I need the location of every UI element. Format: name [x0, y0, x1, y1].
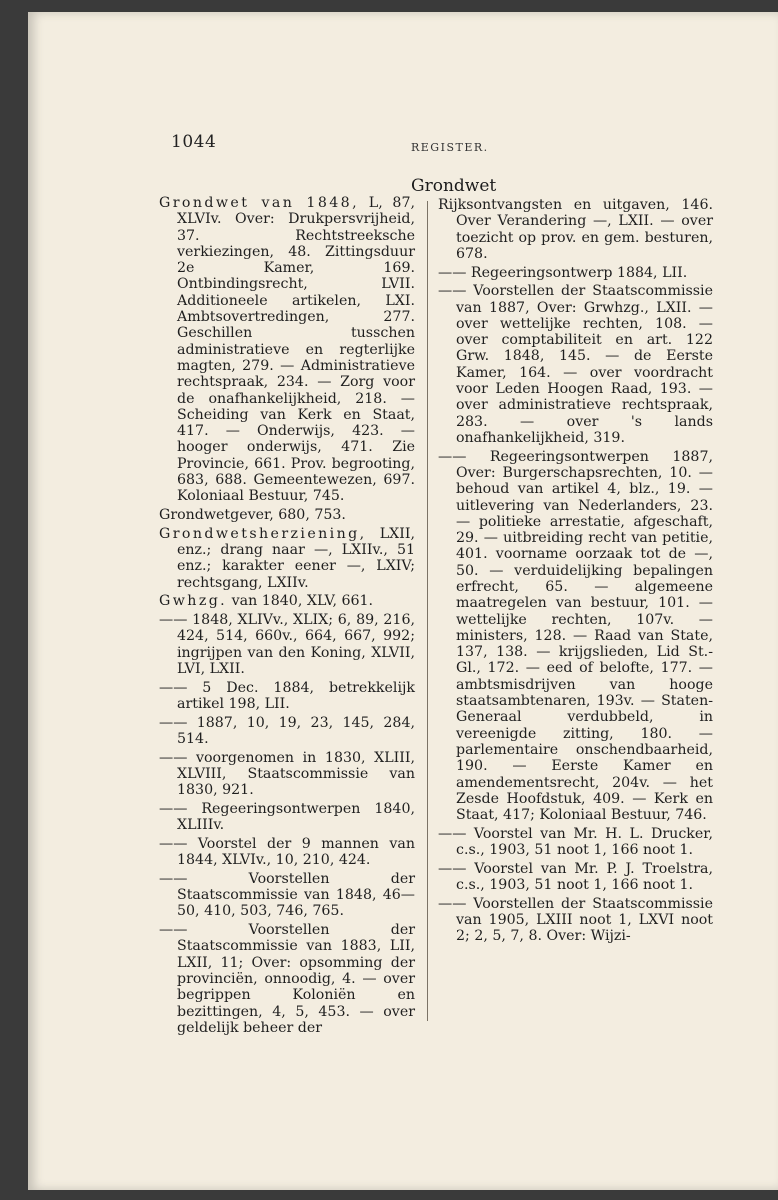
index-column-right: [438, 197, 713, 947]
entry-text: —— voorgenomen in 1830, XLIII, XLVIII, Staatscommissie van 1830, 921.: [159, 749, 415, 799]
index-entry: [159, 871, 415, 920]
entry-text: van 1840, XLV, 661.: [227, 593, 374, 610]
entry-text: —— Voorstellen der Staatscommissie van 1883, LII, LXII, 11; Over: opsomming der provinciën, onnoodig, 4. — over begrippen Koloniën en bezittingen, 4, 5, 453. — over geldelijk beheer der: [159, 922, 415, 1036]
index-entry: —— Voorstel van Mr. H. L. Drucker, c.s., 1903, 51 noot 1, 166 noot 1.: [438, 825, 713, 859]
entry-text: L, 87, XLVIv. Over: Drukpersvrijheid, 37. Rechtstreeksche verkiezingen, 48. Zittingsduur 2e Kamer, 169. Ontbindingsrecht, LVII. Additioneele artikelen, LXI. Ambtsovertredingen, 277. Geschillen tusschen administratieve en regterlijke magten, 279. — Administratieve rechtspraak, 234. — Zorg voor de onafhankelijkheid, 218. — Scheiding van Kerk en Staat, 417. — Onderwijs, 423. — hooger onderwijs, 471. Zie Provincie, 661. Prov. begrooting, 683, 688. Gemeentewezen, 697. Koloniaal Bestuur, 745.: [177, 195, 415, 505]
book-page: [28, 12, 778, 1190]
column-divider: [427, 201, 428, 1021]
entry-text: —— 1887, 10, 19, 23, 145, 284, 514.: [159, 714, 415, 747]
entry-text: —— Regeeringsontwerpen 1840, XLIIIv.: [159, 800, 415, 834]
entry-text: LXII, enz.; drang naar —, LXIIv., 51 enz.; karakter eener —, LXIV; rechtsgang, LXIIv.: [177, 525, 415, 591]
index-entry: [159, 593, 415, 609]
entry-text: —— 5 Dec. 1884, betrekkelijk artikel 198, LII.: [159, 679, 415, 712]
index-entry: [159, 195, 415, 505]
index-entry: [159, 715, 415, 748]
entry-text: —— Voorstel der 9 mannen van 1844, XLVIv., 10, 210, 424.: [159, 835, 415, 869]
index-entry: —— Regeeringsontwerpen 1887, Over: Burgerschapsrechten, 10. — behoud van artikel 4, blz., 19. — uitlevering van Nederlanders, 23. — politieke arrestatie, afgeschaft, 29. — uitbreiding recht van petitie, 401. voorname oorzaak tot de —, 50. — verduidelijking bepalingen erfrecht, 65. — algemeene maatregelen van bestuur, 101. — wettelijke rechten, 107v. — ministers, 128. — Raad van State, 137, 138. — krijgslieden, Lid St.-Gl., 172. — eed of belofte, 177. — ambtsmisdrijven van hooge staatsambtenaren, 193v. — Staten-Generaal verdubbeld, in vereenigde zitting, 180. — parlementaire onschendbaarheid, 190. — Eerste Kamer en amendementsrecht, 204v. — het Zesde Hoofdstuk, 409. — Kerk en Staat, 417; Koloniaal Bestuur, 746.: [438, 448, 713, 824]
index-entry: —— Voorstel van Mr. P. J. Troelstra, c.s., 1903, 51 noot 1, 166 noot 1.: [438, 860, 713, 894]
entry-text: —— 1848, XLIVv., XLIX; 6, 89, 216, 424, 514, 660v., 664, 667, 992; ingrijpen van den Koning, XLVII, LVI, LXII.: [159, 611, 415, 677]
running-head: REGISTER.: [411, 141, 489, 154]
index-entry: —— Voorstellen der Staatscommissie van 1887, Over: Grwhzg., LXII. — over wettelijke rechten, 108. — over comptabiliteit en art. 122 Grw. 1848, 145. — de Eerste Kamer, 164. — over voordracht voor Leden Hoogen Raad, 193. — over administratieve rechtspraak, 283. — over 's lands onafhankelijkheid, 319.: [438, 283, 713, 446]
entry-headword: Gwhzg.: [159, 593, 228, 610]
index-entry: —— Voorstellen der Staatscommissie van 1905, LXIII noot 1, LXVI noot 2; 2, 5, 7, 8. Over: Wijzi-: [438, 895, 713, 945]
entry-headword: Grondwetsherziening,: [159, 525, 367, 542]
index-entry: [159, 836, 415, 869]
index-entry: [159, 750, 415, 799]
index-entry: —— Regeeringsontwerp 1884, LII.: [438, 264, 688, 281]
entry-headword: Grondwet van 1848,: [159, 195, 360, 211]
entry-text: —— Voorstellen der Staatscommissie van 1848, 46—50, 410, 503, 746, 765.: [159, 870, 415, 920]
index-keyword: Grondwet: [411, 176, 497, 196]
index-entry: [159, 612, 415, 677]
index-column-left: [159, 195, 415, 1039]
index-entry: [159, 680, 415, 713]
index-entry: [159, 922, 415, 1036]
index-entry: [159, 507, 415, 523]
index-entry: [159, 526, 415, 591]
page-number: 1044: [171, 132, 217, 152]
index-entry: Rijksontvangsten en uitgaven, 146. Over Verandering —, LXII. — over toezicht op prov. en gem. besturen, 678.: [438, 197, 713, 262]
entry-text: Grondwetgever, 680, 753.: [159, 507, 346, 524]
index-entry: [159, 801, 415, 834]
